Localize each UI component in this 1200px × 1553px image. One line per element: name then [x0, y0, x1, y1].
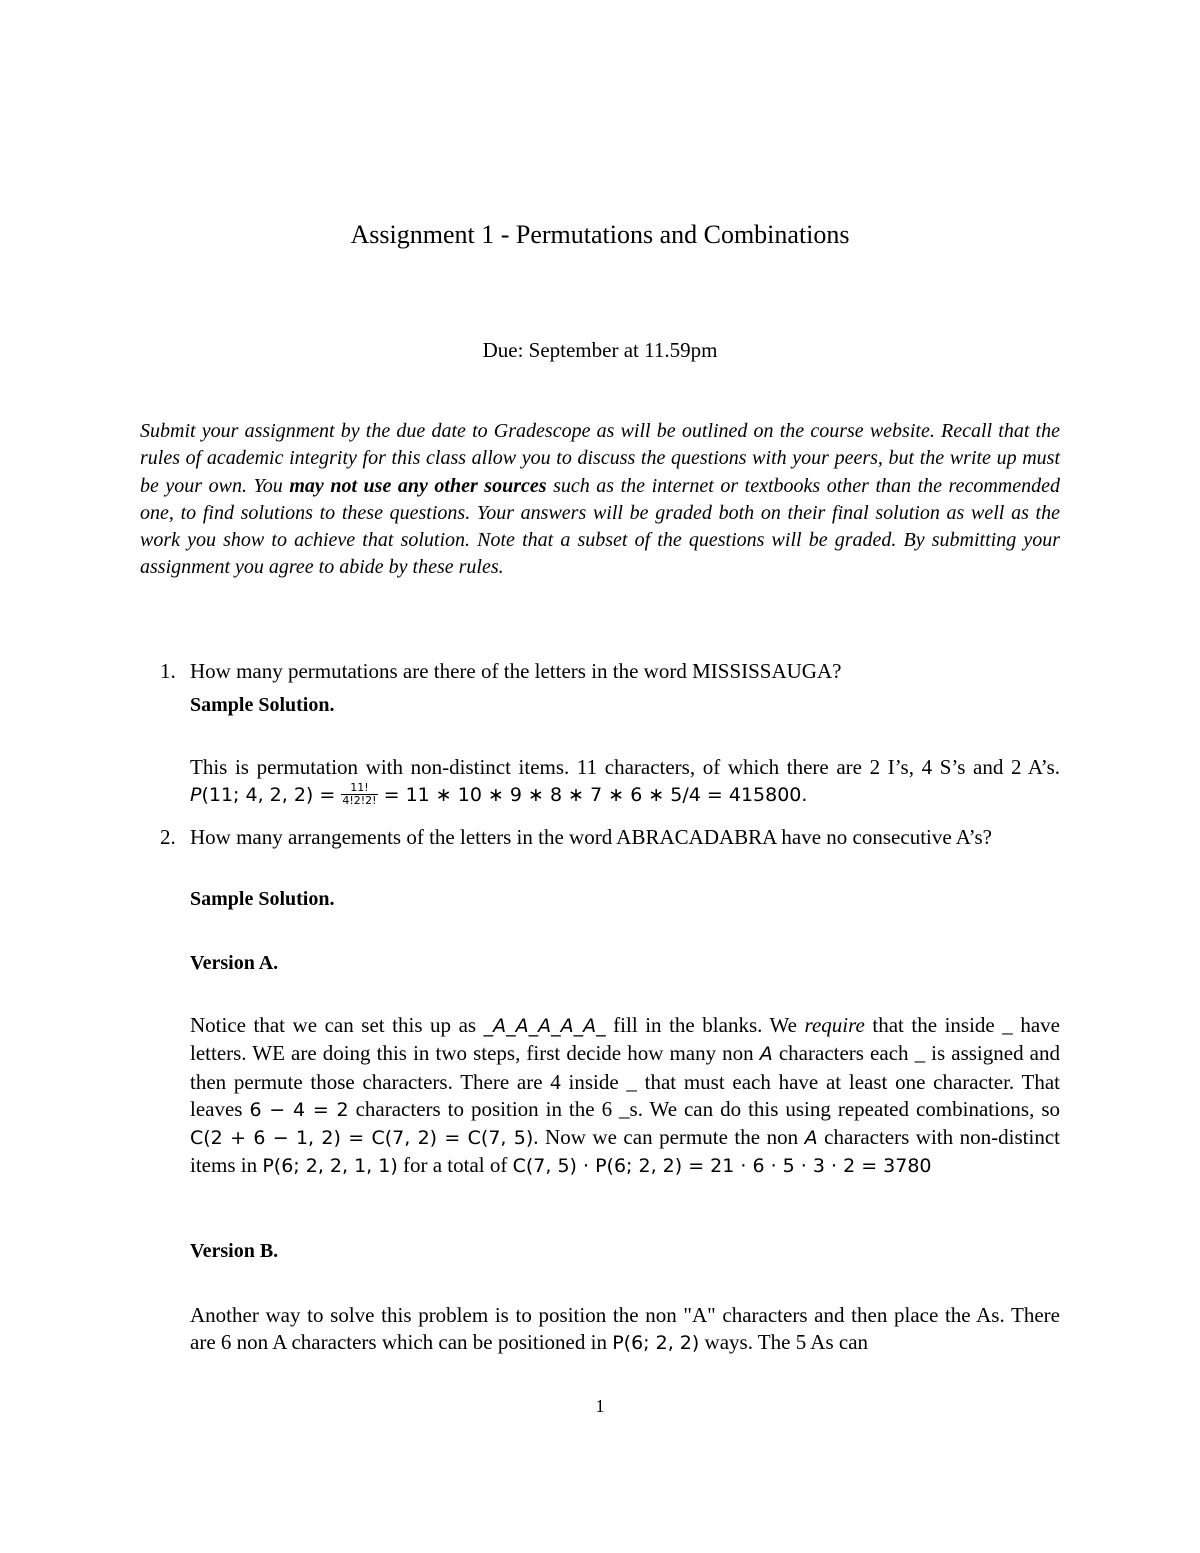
formula-fraction [341, 782, 377, 807]
solution-1-text [190, 754, 1060, 810]
version-a-heading: Version A. [190, 952, 279, 974]
text-segment: Notice that we can set this up as [190, 1013, 484, 1037]
page-number: 1 [595, 1396, 605, 1416]
instructions-emphasis: may not use any other sources [289, 474, 547, 497]
version-b-text [190, 1302, 1060, 1358]
formula: 6 − 4 = 2 [249, 1098, 349, 1121]
formula-p: P [190, 784, 202, 807]
variable-a: A [759, 1043, 773, 1066]
question-text: How many arrangements of the letters in the word ABRACADABRA have no consecutive A’s? [190, 825, 992, 849]
blank-pattern: _A_A_A_A_A_ [483, 1015, 606, 1037]
page-title: Assignment 1 - Permutations and Combinations [350, 220, 850, 249]
question-2 [160, 824, 1060, 852]
formula: C(2 + 6 − 1, 2) = C(7, 2) = C(7, 5) [190, 1127, 534, 1150]
text-segment: . Now we can permute the non [533, 1125, 805, 1150]
text-segment: characters with non-distinct items in [190, 1125, 1060, 1178]
question-number: 2. [160, 825, 176, 849]
text-segment: fill in the blanks. We [605, 1013, 805, 1037]
question-1 [160, 658, 1060, 686]
formula-args: (11; 4, 2, 2) = [201, 784, 342, 807]
solution-heading-1: Sample Solution. [190, 694, 335, 716]
text-segment: for a total of [397, 1153, 513, 1178]
emphasis-require: require [804, 1013, 865, 1037]
instructions-text-cont: such as the internet or textbooks other than the recommended one, to find solutions to these questions. Your answers will be graded both on their final solution as well as the work you show to achieve that solution. Note that a subset of the questions will be graded. By submitting your assignment you agree to abide by these rules. [140, 474, 1060, 579]
fraction-denominator: 4!2!2! [342, 793, 377, 807]
instructions-paragraph [140, 418, 1060, 582]
question-number: 1. [160, 659, 176, 683]
formula-result: = 11 ∗ 10 ∗ 9 ∗ 8 ∗ 7 ∗ 6 ∗ 5/4 = 415800. [377, 784, 808, 807]
fraction-numerator: 11! [341, 782, 377, 795]
version-b-heading: Version B. [190, 1240, 279, 1262]
text-segment: characters each _ is assigned and then permute those characters. There are 4 inside _ that must each have at least one character. That leaves [190, 1041, 1060, 1121]
formula: P(6; 2, 2, 1, 1) [262, 1155, 398, 1178]
text-segment: Another way to solve this problem is to position the non "A" characters and then place the As. There are 6 non A characters which can be positioned in [190, 1303, 1060, 1355]
version-a-text [190, 1012, 1060, 1181]
text-segment: that the inside _ have letters. WE are doing this in two steps, first decide how many non [190, 1013, 1060, 1066]
solution-1-body: This is permutation with non-distinct items. 11 characters, of which there are 2 I’s, 4 S’s and 2 A’s. [190, 755, 1060, 779]
solution-heading-2: Sample Solution. [190, 888, 335, 910]
text-segment: characters to position in the 6 _s. We can do this using repeated combinations, so [348, 1096, 1061, 1121]
formula: C(7, 5) · P(6; 2, 2) = 21 · 6 · 5 · 3 · 2 = 3780 [512, 1155, 932, 1178]
text-segment: ways. The 5 As can [699, 1330, 869, 1355]
variable-a: A [804, 1127, 818, 1150]
formula: P(6; 2, 2) [612, 1332, 700, 1355]
instructions-text: Submit your assignment by the due date to Gradescope as will be outlined on the course website. Recall that the rules of academic integrity for this class allow you to discuss the questions with your peers, but the write up must be your own. You [140, 420, 1060, 497]
due-date: Due: September at 11.59pm [482, 338, 718, 362]
question-text: How many permutations are there of the letters in the word MISSISSAUGA? [190, 659, 842, 683]
